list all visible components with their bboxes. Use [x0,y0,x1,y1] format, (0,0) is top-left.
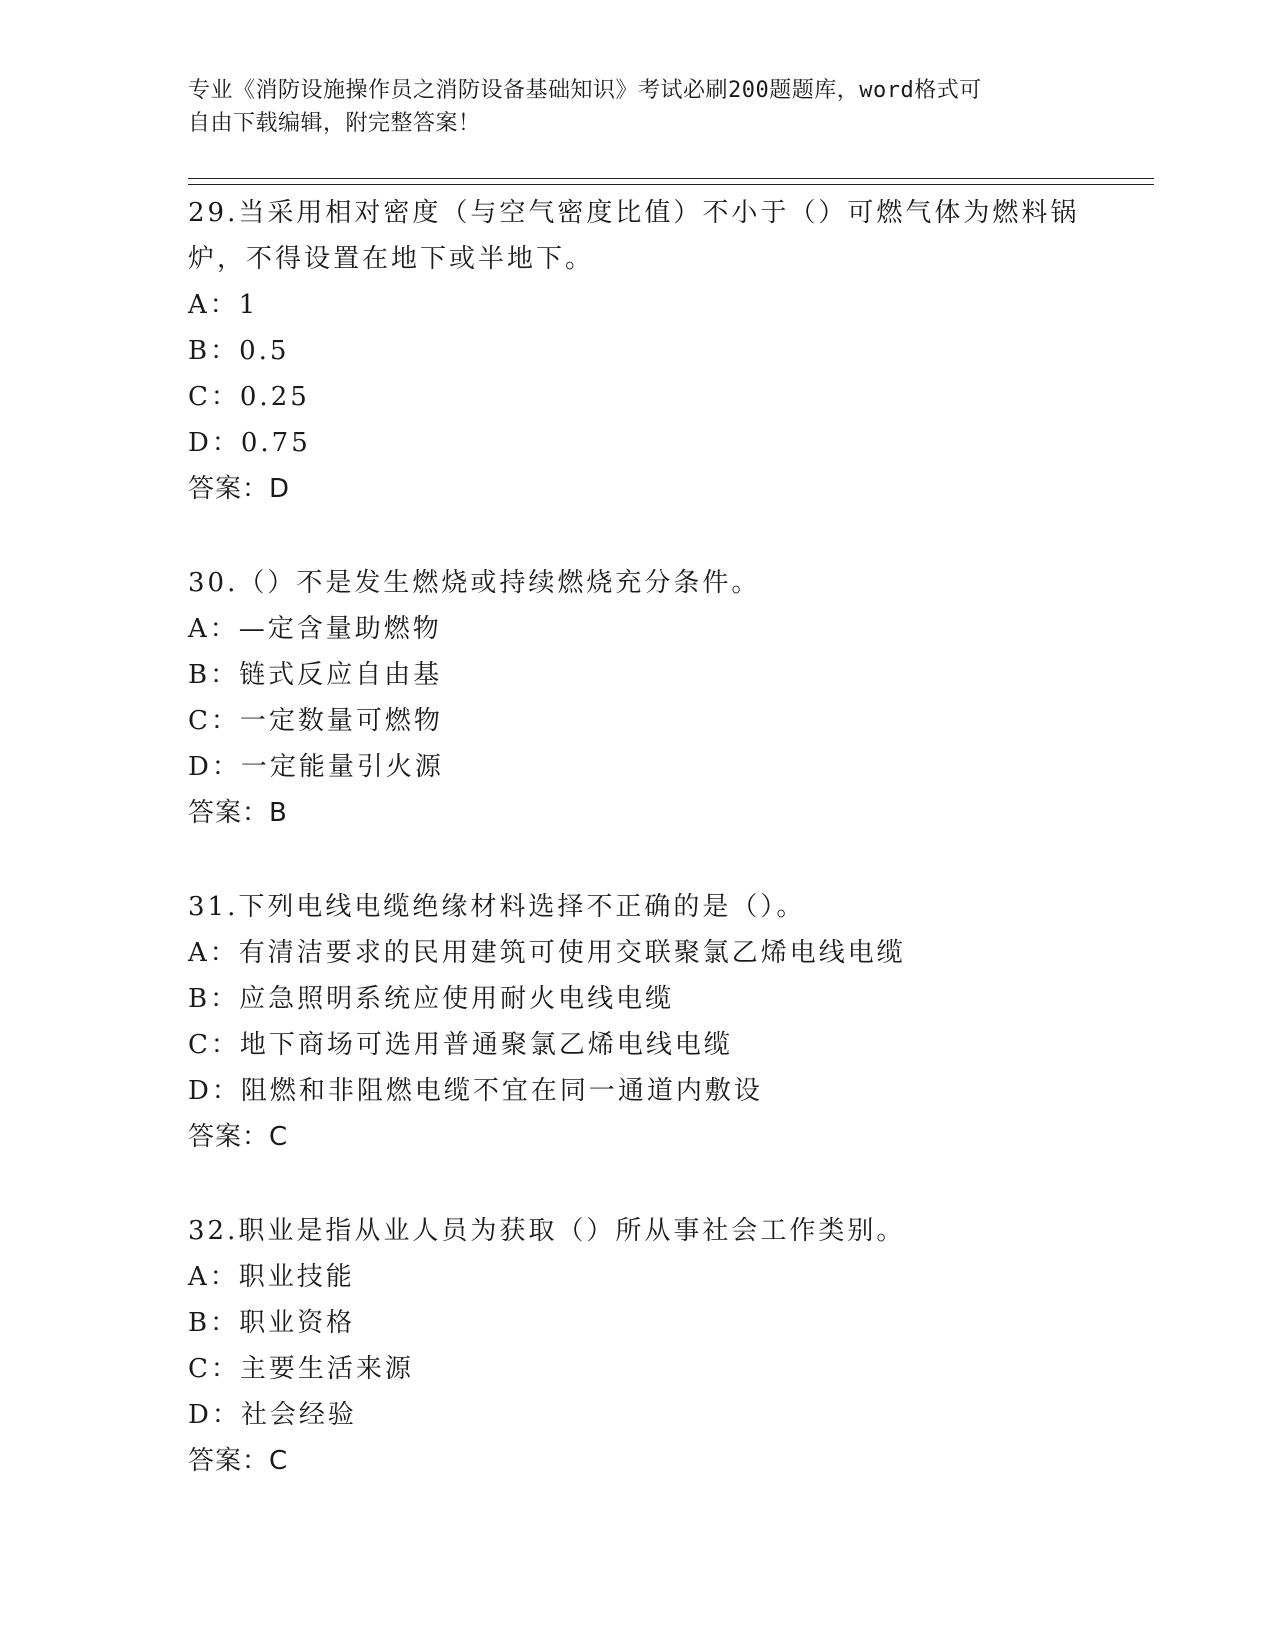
question-stem-continued: 炉，不得设置在地下或半地下。 [188,244,595,274]
header-divider-bottom [188,184,1154,185]
option-d: D：一定能量引火源 [188,752,444,782]
question-stem: 32.职业是指从业人员为获取（）所从事社会工作类别。 [188,1216,906,1246]
answer-line: 答案：C [188,1122,289,1152]
answer-line: 答案：C [188,1446,289,1476]
header-line-2: 自由下载编辑，附完整答案！ [188,111,481,136]
option-c: C：0.25 [188,382,310,412]
answer-line: 答案：B [188,798,288,828]
question-stem: 31.下列电线电缆绝缘材料选择不正确的是（）。 [188,892,806,922]
option-b: B：应急照明系统应使用耐火电线电缆 [188,984,675,1014]
question-30 [188,560,1088,836]
option-a: A：有清洁要求的民用建筑可使用交联聚氯乙烯电线电缆 [188,938,906,968]
header-line-1: 专业《消防设施操作员之消防设备基础知识》考试必刷200题题库，word格式可 [188,78,982,103]
question-31 [188,884,1088,1160]
option-c: C：地下商场可选用普通聚氯乙烯电线电缆 [188,1030,733,1060]
question-32 [188,1208,1088,1484]
option-b: B：0.5 [188,336,290,366]
question-29 [188,190,1088,512]
option-a: A：1 [188,290,259,320]
option-c: C：主要生活来源 [188,1354,414,1384]
question-stem: 30.（）不是发生燃烧或持续燃烧充分条件。 [188,568,761,598]
option-d: D：0.75 [188,428,311,458]
option-b: B：职业资格 [188,1308,356,1338]
option-d: D：阻燃和非阻燃电缆不宜在同一通道内敷设 [188,1076,763,1106]
option-d: D：社会经验 [188,1400,357,1430]
option-b: B：链式反应自由基 [188,660,443,690]
option-a: A：职业技能 [188,1262,355,1292]
question-stem: 29.当采用相对密度（与空气密度比值）不小于（）可燃气体为燃料锅 [188,198,1080,228]
option-a: A：—定含量助燃物 [188,614,442,644]
question-list [188,190,1088,1532]
header-divider-top [188,178,1154,179]
answer-line: 答案：D [188,474,291,504]
option-c: C：一定数量可燃物 [188,706,443,736]
document-header [188,74,1068,140]
